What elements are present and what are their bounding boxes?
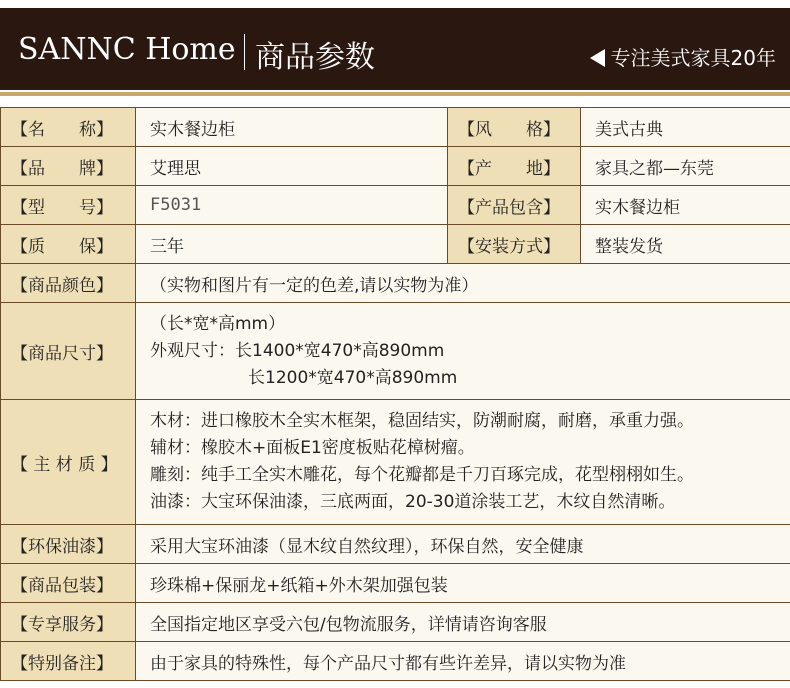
style-value: 美式古典	[581, 108, 790, 147]
slogan	[590, 42, 776, 71]
install-label: 【安装方式】	[448, 225, 581, 264]
brand-label: 【品 牌】	[1, 147, 136, 186]
service-label: 【专享服务】	[1, 603, 136, 642]
spec-row	[1, 564, 790, 603]
color-label: 【商品颜色】	[1, 264, 136, 303]
origin-label: 【产 地】	[448, 147, 581, 186]
material-line: 雕刻：纯手工全实木雕花，每个花瓣都是千刀百琢完成，花型栩栩如生。	[150, 465, 694, 485]
style-label: 【风 格】	[448, 108, 581, 147]
brand-value: 艾理思	[136, 147, 448, 186]
paint-value: 采用大宝环油漆（显木纹自然纹理），环保自然，安全健康	[136, 525, 790, 564]
material-line: 辅材：橡胶木+面板E1密度板贴花樟树瘤。	[150, 438, 475, 458]
install-value: 整装发货	[581, 225, 790, 264]
warranty-label: 【质 保】	[1, 225, 136, 264]
header-banner	[0, 8, 790, 90]
triangle-left-icon	[590, 49, 605, 67]
packing-label: 【商品包装】	[1, 564, 136, 603]
header-divider	[244, 34, 245, 70]
name-value: 实木餐边柜	[136, 108, 448, 147]
size-line: 长1200*宽470*高890mm	[248, 367, 458, 388]
material-line: 木材：进口橡胶木全实木框架，稳固结实，防潮耐腐，耐磨，承重力强。	[150, 411, 694, 431]
name-label: 【名 称】	[1, 108, 136, 147]
spec-row	[1, 225, 790, 264]
spec-row	[1, 264, 790, 303]
brand-name: SANNC Home	[18, 32, 236, 67]
spec-row	[1, 147, 790, 186]
model-value: F5031	[136, 186, 448, 225]
spec-row	[1, 603, 790, 642]
size-line: （长*宽*高mm）	[150, 313, 286, 334]
material-label: 【 主 材 质 】	[1, 400, 136, 525]
spec-row	[1, 303, 790, 400]
size-line: 外观尺寸：长1400*宽470*高890mm	[150, 340, 445, 361]
page-title: 商品参数	[255, 40, 375, 75]
remark-label: 【特别备注】	[1, 642, 136, 681]
origin-value: 家具之都—东莞	[581, 147, 790, 186]
header-underline	[0, 92, 790, 96]
size-value	[136, 303, 790, 400]
size-label: 【商品尺寸】	[1, 303, 136, 400]
spec-row	[1, 525, 790, 564]
package-value: 实木餐边柜	[581, 186, 790, 225]
spec-table	[0, 107, 790, 681]
material-line: 油漆：大宝环保油漆，三底两面，20-30道涂装工艺，木纹自然清晰。	[150, 492, 676, 512]
remark-value: 由于家具的特殊性，每个产品尺寸都有些许差异，请以实物为准	[136, 642, 790, 681]
spec-row	[1, 186, 790, 225]
spec-row	[1, 400, 790, 525]
slogan-text: 专注美式家具20年	[610, 46, 776, 70]
model-label: 【型 号】	[1, 186, 136, 225]
spec-row	[1, 108, 790, 147]
material-value	[136, 400, 790, 525]
package-label: 【产品包含】	[448, 186, 581, 225]
warranty-value: 三年	[136, 225, 448, 264]
paint-label: 【环保油漆】	[1, 525, 136, 564]
spec-row	[1, 642, 790, 681]
service-value: 全国指定地区享受六包/包物流服务，详情请咨询客服	[136, 603, 790, 642]
color-value: （实物和图片有一定的色差,请以实物为准）	[136, 264, 790, 303]
packing-value: 珍珠棉+保丽龙+纸箱+外木架加强包装	[136, 564, 790, 603]
